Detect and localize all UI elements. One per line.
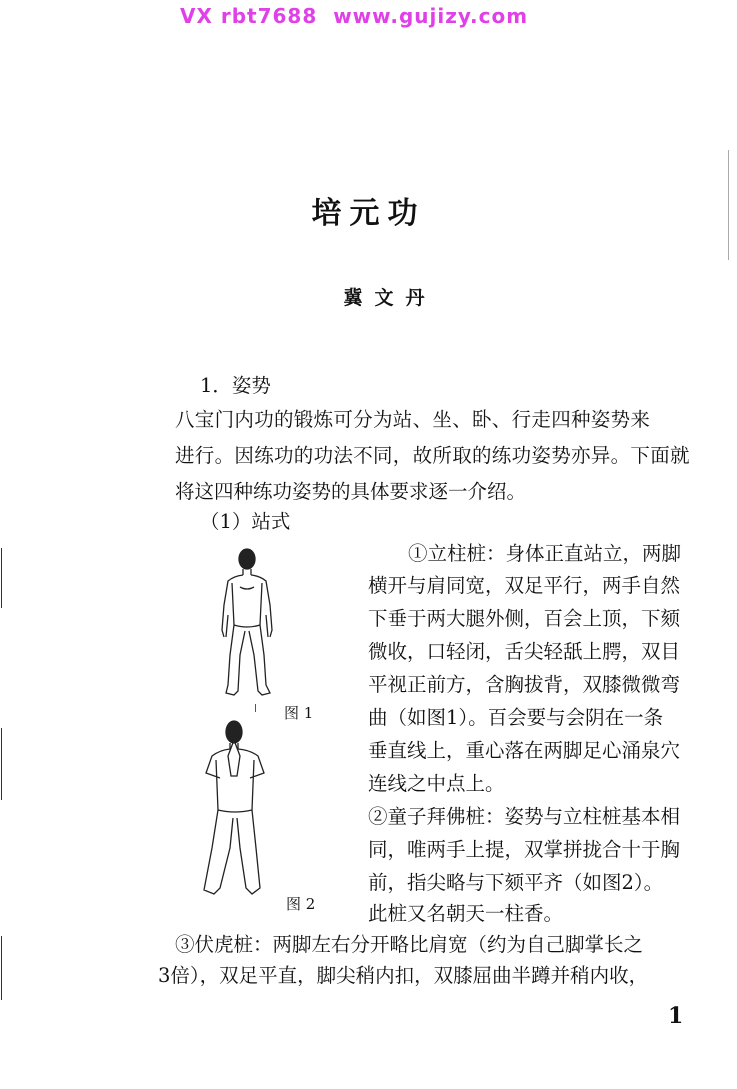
margin-line xyxy=(1,548,2,608)
text-line-9: ②童子拜佛桩：姿势与立柱桩基本相 xyxy=(368,805,681,828)
intro-line-3: 将这四种练功姿势的具体要求逐一介绍。 xyxy=(175,480,527,503)
text-line-10: 同，唯两手上提，双掌拼拢合十于胸 xyxy=(368,838,681,861)
text-line-6: 曲（如图1）。百会要与会阴在一条 xyxy=(368,706,664,729)
intro-line-2: 进行。因练功的功法不同，故所取的练功姿势亦异。下面就 xyxy=(175,444,690,467)
tick-mark xyxy=(255,704,262,712)
figure-1-caption: 图 1 xyxy=(284,704,314,722)
text-line-1: ①立柱桩：身体正直站立，两脚 xyxy=(408,542,682,565)
standing-figure-icon xyxy=(212,545,282,710)
page-number: 1 xyxy=(668,1003,684,1029)
text-line-5: 平视正前方，含胸拔背，双膝微微弯 xyxy=(368,673,681,696)
page-title: 培元功 xyxy=(311,196,426,231)
text-line-2: 横开与肩同宽，双足平行，两手自然 xyxy=(368,574,681,597)
section-heading: 1．姿势 xyxy=(200,374,271,397)
intro-line-1: 八宝门内功的锻炼可分为站、坐、卧、行走四种姿势来 xyxy=(175,408,651,431)
margin-line xyxy=(1,728,2,800)
subheading-standing: （1）站式 xyxy=(200,510,291,533)
text-line-4: 微收，口轻闭，舌尖轻舐上腭，双目 xyxy=(368,640,681,663)
praying-figure-icon xyxy=(192,718,272,903)
figure-2-caption: 图 2 xyxy=(286,895,316,913)
text-line-8: 连线之中点上。 xyxy=(368,772,505,795)
text-line-7: 垂直线上，重心落在两脚足心涌泉穴 xyxy=(368,739,681,762)
bottom-line-1: ③伏虎桩：两脚左右分开略比肩宽（约为自己脚掌长之 xyxy=(175,933,644,956)
watermark-text: VX rbt7688 www.gujizy.com xyxy=(180,4,529,28)
text-line-12: 此桩又名朝天一柱香。 xyxy=(368,902,564,925)
text-line-3: 下垂于两大腿外侧，百会上顶，下颏 xyxy=(368,607,681,630)
margin-line xyxy=(1,936,2,1000)
text-line-11: 前，指尖略与下颏平齐（如图2）。 xyxy=(368,871,664,894)
author-name: 冀文丹 xyxy=(343,287,437,309)
bottom-line-2: 3倍），双足平直，脚尖稍内扣，双膝屈曲半蹲并稍内收， xyxy=(158,964,649,987)
margin-line xyxy=(728,150,729,260)
